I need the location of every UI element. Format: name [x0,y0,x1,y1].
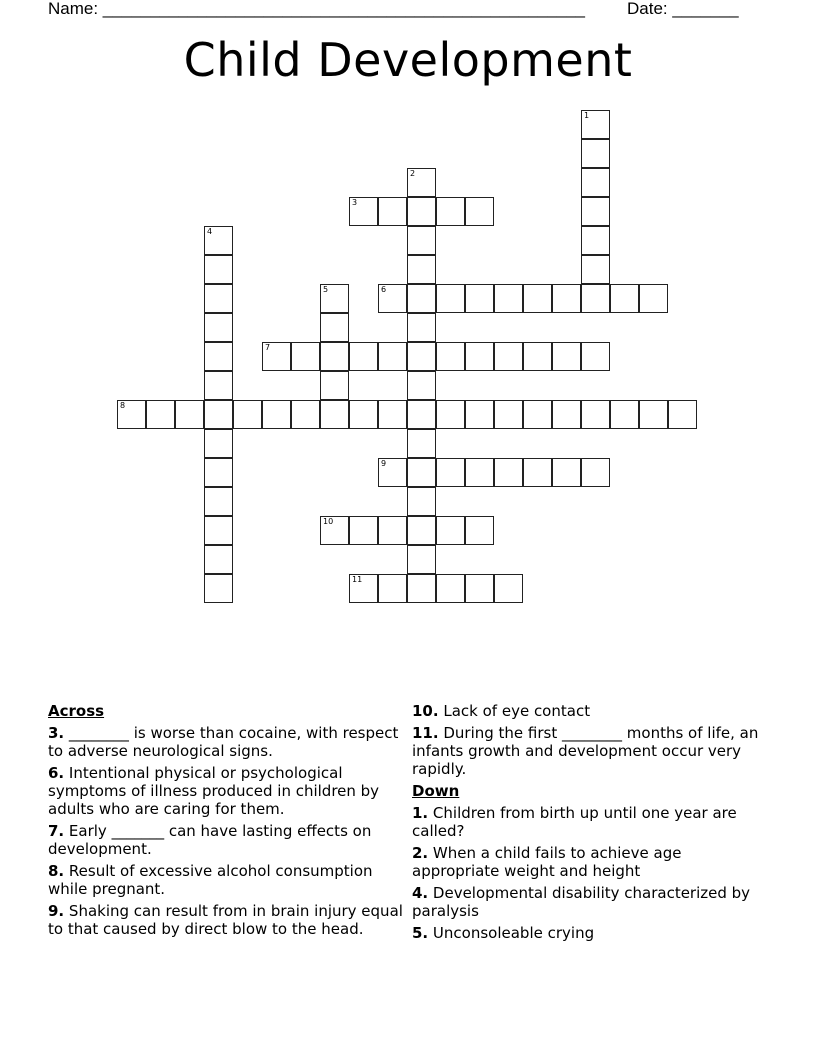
grid-cell[interactable] [378,400,407,429]
clue-number: 6. [48,764,65,782]
grid-cell[interactable] [349,197,378,226]
grid-cell[interactable] [465,342,494,371]
grid-cell[interactable] [349,516,378,545]
grid-cell[interactable] [581,168,610,197]
cell-number: 3 [352,198,358,207]
grid-cell[interactable] [146,400,175,429]
grid-cell[interactable] [436,516,465,545]
grid-cell[interactable] [204,545,233,574]
grid-cell[interactable] [581,342,610,371]
grid-cell[interactable] [407,168,436,197]
grid-cell[interactable] [494,284,523,313]
clue-down-4 [412,884,768,920]
grid-cell[interactable] [552,400,581,429]
clue-across-3 [48,724,404,760]
grid-cell[interactable] [204,400,233,429]
clue-text: Developmental disability characterized by paralysis [412,884,751,920]
grid-cell[interactable] [465,516,494,545]
grid-cell[interactable] [407,255,436,284]
grid-cell[interactable] [407,313,436,342]
clue-number: 2. [412,844,429,862]
grid-cell[interactable] [378,458,407,487]
grid-cell[interactable] [610,400,639,429]
clue-text: During the first ________ months of life, an infants growth and development occur very rapidly. [412,724,759,778]
grid-cell[interactable] [407,487,436,516]
grid-cell[interactable] [581,284,610,313]
clue-number: 11. [412,724,439,742]
down-heading: Down [412,782,460,800]
grid-cell[interactable] [320,516,349,545]
clue-text: Children from birth up until one year are called? [412,804,737,840]
clue-text: Intentional physical or psychological symptoms of illness produced in children by adults who are caring for them. [48,764,380,818]
grid-cell[interactable] [523,342,552,371]
clue-text: When a child fails to achieve age appropriate weight and height [412,844,682,880]
clue-number: 10. [412,702,439,720]
grid-cell[interactable] [494,400,523,429]
clue-across-9 [48,902,404,938]
grid-cell[interactable] [262,342,291,371]
grid-cell[interactable] [175,400,204,429]
grid-cell[interactable] [610,284,639,313]
grid-cell[interactable] [523,284,552,313]
grid-cell[interactable] [465,574,494,603]
grid-cell[interactable] [407,342,436,371]
clue-number: 4. [412,884,429,902]
clue-number: 1. [412,804,429,822]
grid-cell[interactable] [581,139,610,168]
clue-text: Lack of eye contact [443,702,591,720]
clue-across-7 [48,822,404,858]
grid-cell[interactable] [639,284,668,313]
clue-text: Shaking can result from in brain injury equal to that caused by direct blow to the head. [48,902,403,938]
clue-number: 5. [412,924,429,942]
grid-cell[interactable] [291,400,320,429]
grid-cell[interactable] [407,574,436,603]
grid-cell[interactable] [552,458,581,487]
grid-cell[interactable] [407,226,436,255]
clue-across-10 [412,702,768,720]
cell-number: 11 [352,575,363,584]
grid-cell[interactable] [320,313,349,342]
grid-cell[interactable] [407,400,436,429]
grid-cell[interactable] [436,400,465,429]
grid-cell[interactable] [668,400,697,429]
clue-text: Early _______ can have lasting effects on development. [48,822,372,858]
clue-across-11 [412,724,768,778]
grid-cell[interactable] [436,342,465,371]
grid-cell[interactable] [204,429,233,458]
grid-cell[interactable] [581,197,610,226]
grid-cell[interactable] [204,255,233,284]
clue-down-5 [412,924,768,942]
grid-cell[interactable] [581,110,610,139]
clue-number: 8. [48,862,65,880]
grid-cell[interactable] [581,400,610,429]
cell-number: 8 [120,401,126,410]
cell-number: 6 [381,285,387,294]
grid-cell[interactable] [523,400,552,429]
cell-number: 10 [323,517,334,526]
grid-cell[interactable] [291,342,320,371]
grid-cell[interactable] [639,400,668,429]
grid-cell[interactable] [436,284,465,313]
cell-number: 1 [584,111,590,120]
grid-cell[interactable] [465,458,494,487]
clue-text: ________ is worse than cocaine, with respect to adverse neurological signs. [48,724,399,760]
grid-cell[interactable] [407,371,436,400]
grid-cell[interactable] [494,458,523,487]
grid-cell[interactable] [465,284,494,313]
grid-cell[interactable] [233,400,262,429]
grid-cell[interactable] [378,516,407,545]
cell-number: 5 [323,285,329,294]
grid-cell[interactable] [581,458,610,487]
grid-cell[interactable] [320,371,349,400]
grid-cell[interactable] [407,284,436,313]
clue-text: Result of excessive alcohol consumption while pregnant. [48,862,373,898]
clue-number: 3. [48,724,65,742]
grid-cell[interactable] [436,574,465,603]
clue-number: 7. [48,822,65,840]
grid-cell[interactable] [320,284,349,313]
clue-across-8 [48,862,404,898]
cell-number: 7 [265,343,271,352]
clue-across-6 [48,764,404,818]
grid-cell[interactable] [465,197,494,226]
cell-number: 4 [207,227,213,236]
grid-cell[interactable] [407,429,436,458]
grid-cell[interactable] [204,226,233,255]
name-field-label[interactable]: Name: ___________________________________________________ [48,0,585,18]
cell-number: 9 [381,459,387,468]
grid-cell[interactable] [204,487,233,516]
grid-cell[interactable] [378,574,407,603]
cell-number: 2 [410,169,416,178]
grid-cell[interactable] [378,284,407,313]
grid-cell[interactable] [581,226,610,255]
grid-cell[interactable] [204,458,233,487]
grid-cell[interactable] [117,400,146,429]
across-heading: Across [48,702,105,720]
grid-cell[interactable] [349,574,378,603]
grid-cell[interactable] [378,342,407,371]
grid-cell[interactable] [204,313,233,342]
grid-cell[interactable] [523,458,552,487]
grid-cell[interactable] [262,400,291,429]
grid-cell[interactable] [320,342,349,371]
grid-cell[interactable] [378,197,407,226]
grid-cell[interactable] [494,574,523,603]
clue-down-2 [412,844,768,880]
grid-cell[interactable] [349,342,378,371]
grid-cell[interactable] [204,516,233,545]
grid-cell[interactable] [204,371,233,400]
clues-left-column [48,702,404,942]
grid-cell[interactable] [407,458,436,487]
grid-cell[interactable] [320,400,349,429]
grid-cell[interactable] [465,400,494,429]
grid-cell[interactable] [552,342,581,371]
grid-cell[interactable] [494,342,523,371]
grid-cell[interactable] [407,516,436,545]
grid-cell[interactable] [407,545,436,574]
grid-cell[interactable] [349,400,378,429]
clue-number: 9. [48,902,65,920]
clue-down-1 [412,804,768,840]
clue-text: Unconsoleable crying [432,924,595,942]
clues-right-column [412,702,768,946]
grid-cell[interactable] [436,458,465,487]
grid-cell[interactable] [581,255,610,284]
grid-cell[interactable] [552,284,581,313]
grid-cell[interactable] [204,574,233,603]
grid-cell[interactable] [407,197,436,226]
grid-cell[interactable] [204,342,233,371]
page-title: Child Development [183,33,633,87]
date-field-label[interactable]: Date: _______ [627,0,739,18]
grid-cell[interactable] [204,284,233,313]
grid-cell[interactable] [436,197,465,226]
